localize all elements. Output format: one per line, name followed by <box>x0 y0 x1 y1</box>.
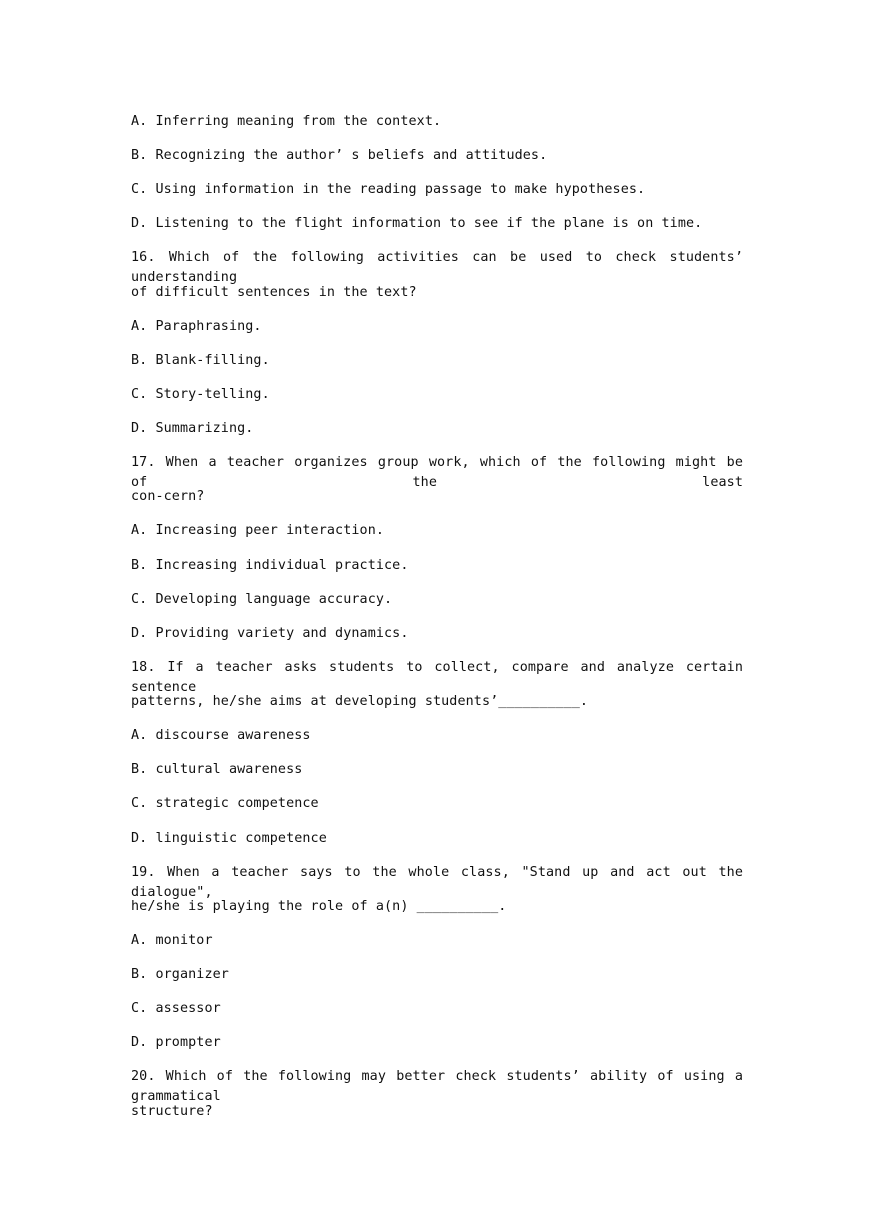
q16-stem-line2: of difficult sentences in the text? <box>131 285 417 300</box>
q17-stem-line1: 17. When a teacher organizes group work, which of the following might be of the least <box>131 455 743 490</box>
q19-stem-line2: he/she is playing the role of a(n) __________. <box>131 899 507 914</box>
q18-stem-line2: patterns, he/she aims at developing students’__________. <box>131 694 589 709</box>
q16-option-a: A. Paraphrasing. <box>131 319 262 334</box>
q18-option-d: D. linguistic competence <box>131 831 327 846</box>
q17-option-b: B. Increasing individual practice. <box>131 558 409 573</box>
q17-option-c: C. Developing language accuracy. <box>131 592 393 607</box>
q18-option-c: C. strategic competence <box>131 796 319 811</box>
q18-option-b: B. cultural awareness <box>131 762 303 777</box>
q15-option-b: B. Recognizing the author’ s beliefs and attitudes. <box>131 148 548 163</box>
q16-stem-line1: 16. Which of the following activities can be used to check students’ understanding <box>131 250 743 285</box>
q17-stem-line2: con-cern? <box>131 489 205 504</box>
q19-option-b: B. organizer <box>131 967 229 982</box>
q16-option-b: B. Blank-filling. <box>131 353 270 368</box>
q19-option-d: D. prompter <box>131 1035 221 1050</box>
q15-option-c: C. Using information in the reading passage to make hypotheses. <box>131 182 646 197</box>
q17-option-d: D. Providing variety and dynamics. <box>131 626 409 641</box>
q15-option-d: D. Listening to the flight information to see if the plane is on time. <box>131 216 703 231</box>
q20-stem-line2: structure? <box>131 1104 213 1119</box>
q16-option-d: D. Summarizing. <box>131 421 254 436</box>
q17-option-a: A. Increasing peer interaction. <box>131 523 385 538</box>
q20-stem-line1: 20. Which of the following may better check students’ ability of using a grammatical <box>131 1069 743 1104</box>
q18-option-a: A. discourse awareness <box>131 728 311 743</box>
q15-option-a: A. Inferring meaning from the context. <box>131 114 442 129</box>
q16-option-c: C. Story-telling. <box>131 387 270 402</box>
q18-stem-line1: 18. If a teacher asks students to collect, compare and analyze certain sentence <box>131 660 743 695</box>
q19-option-c: C. assessor <box>131 1001 221 1016</box>
q19-stem-line1: 19. When a teacher says to the whole class, "Stand up and act out the dialogue", <box>131 865 743 900</box>
q19-option-a: A. monitor <box>131 933 213 948</box>
